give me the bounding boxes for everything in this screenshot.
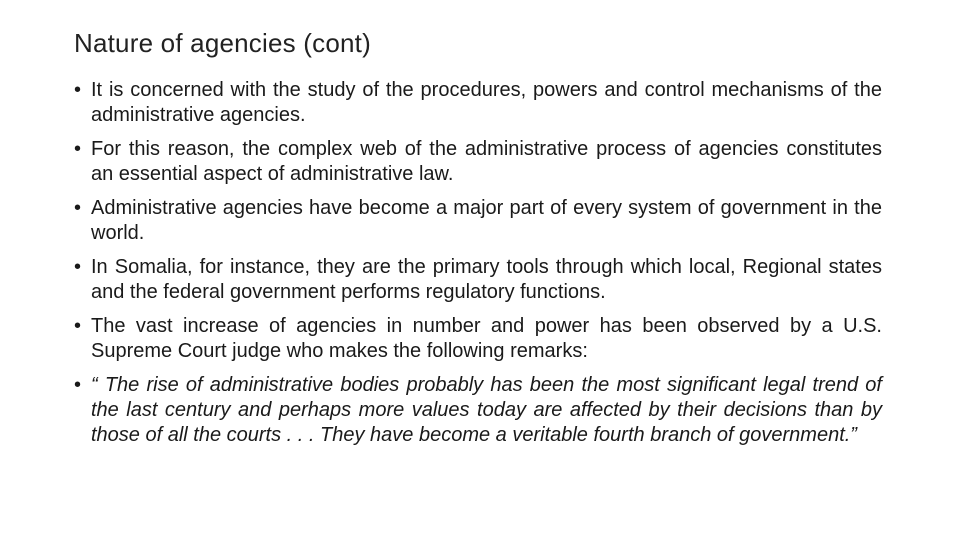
- bullet-item: • In Somalia, for instance, they are the primary tools through which local, Regional states and the federal government performs regulatory functions.: [74, 255, 882, 305]
- bullet-item: • For this reason, the complex web of the administrative process of agencies constitutes an essential aspect of administrative law.: [74, 137, 882, 187]
- slide-title: Nature of agencies (cont): [74, 28, 371, 58]
- bullet-item: • It is concerned with the study of the procedures, powers and control mechanisms of the administrative agencies.: [74, 78, 882, 128]
- bullet-list: [74, 78, 882, 457]
- quote-bullet-item: • “ The rise of administrative bodies probably has been the most significant legal trend of the last century and perhaps more values today are affected by their decisions than by those of all the courts . . . They have become a veritable fourth branch of government.”: [74, 373, 882, 448]
- bullet-item: • The vast increase of agencies in number and power has been observed by a U.S. Supreme Court judge who makes the following remarks:: [74, 314, 882, 364]
- bullet-item: • Administrative agencies have become a major part of every system of government in the world.: [74, 196, 882, 246]
